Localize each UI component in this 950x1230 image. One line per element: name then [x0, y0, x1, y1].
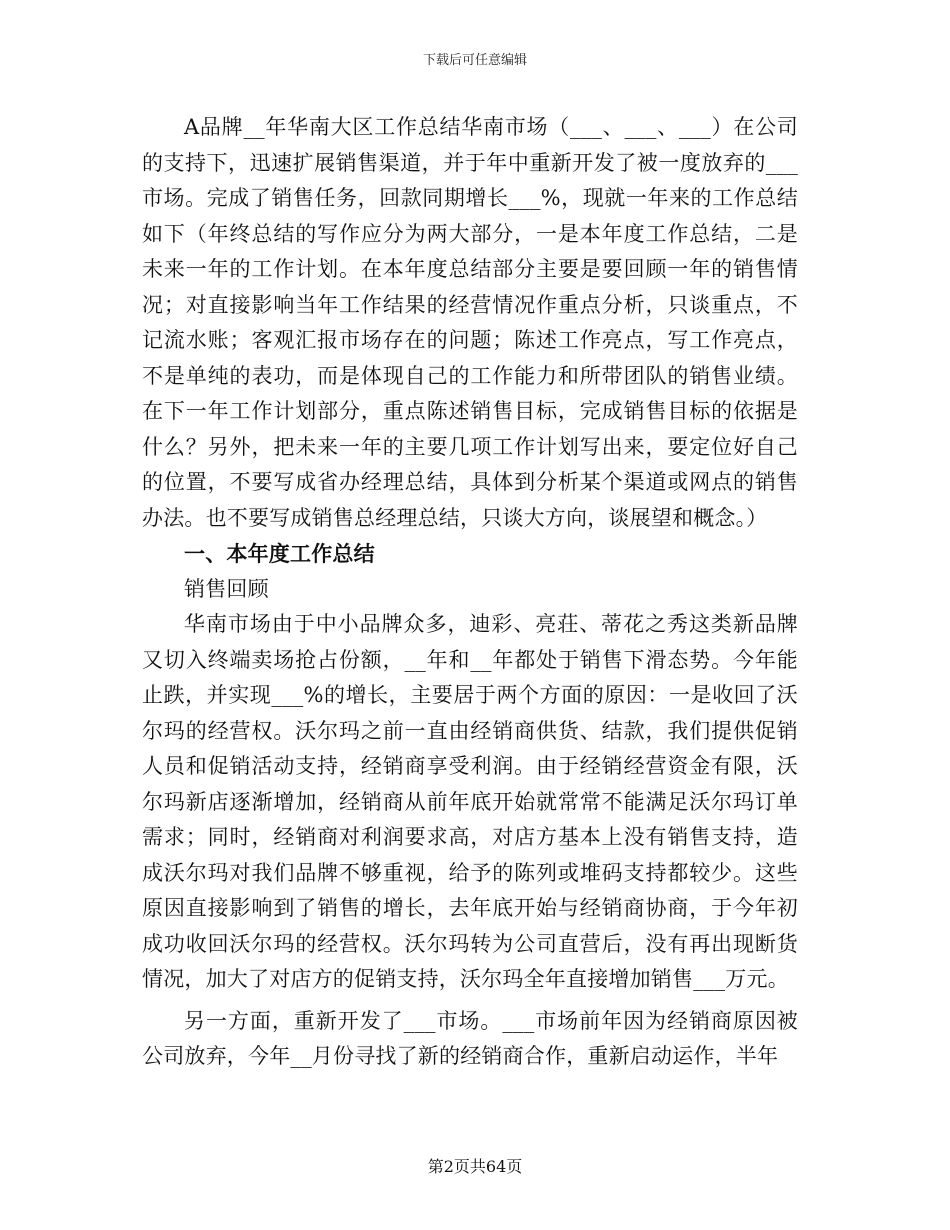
page-header: 下载后可任意编辑	[422, 53, 527, 68]
sales-review-paragraph: 华南市场由于中小品牌众多，迪彩、亮荘、蒂花之秀这类新品牌又切入终端卖场抢占份额，__年和__年都处于销售下滑态势。今年能止跌，并实现___%的增长，主要居于两个方面的原因：一是收回了沃尔玛的经营权。沃尔玛之前一直由经销商供货、结款，我们提供促销人员和促销活动支持，经销商享受利润。由于经销经营资金有限，沃尔玛新店逐渐增加，经销商从前年底开始就常常不能满足沃尔玛订单需求；同时，经销商对利润要求高，对店方基本上没有销售支持，造成沃尔玛对我们品牌不够重视，给予的陈列或堆码支持都较少。这些原因直接影响到了销售的增长，去年底开始与经销商协商，于今年初成功收回沃尔玛的经营权。沃尔玛转为公司直营后，没有再出现断货情况，加大了对店方的促销支持，沃尔玛全年直接增加销售___万元。	[142, 612, 798, 991]
section-heading: 一、本年度工作总结	[184, 541, 375, 566]
document-body	[142, 110, 798, 1075]
market-development-paragraph: 另一方面，重新开发了___市场。___市场前年因为经销商原因被公司放弃，今年__月份寻找了新的经销商合作，重新启动运作，半年	[142, 1008, 798, 1068]
intro-paragraph: A品牌__年华南大区工作总结华南市场（___、___、___）在公司的支持下，迅速扩展销售渠道，并于年中重新开发了被一度放弃的___市场。完成了销售任务，回款同期增长___%，现就一年来的工作总结如下（年终总结的写作应分为两大部分，一是本年度工作总结，二是未来一年的工作计划。在本年度总结部分主要是要回顾一年的销售情况；对直接影响当年工作结果的经营情况作重点分析，只谈重点，不记流水账；客观汇报市场存在的问题；陈述工作亮点，写工作亮点，不是单纯的表功，而是体现自己的工作能力和所带团队的销售业绩。在下一年工作计划部分，重点陈述销售目标，完成销售目标的依据是什么？另外，把未来一年的主要几项工作计划写出来，要定位好自己的位置，不要写成省办经理总结，具体到分析某个渠道或网点的销售办法。也不要写成销售总经理总结，只谈大方向，谈展望和概念。）	[142, 115, 798, 530]
subsection-heading: 销售回顾	[184, 576, 269, 601]
page-footer: 第2页共64页	[427, 1157, 523, 1176]
